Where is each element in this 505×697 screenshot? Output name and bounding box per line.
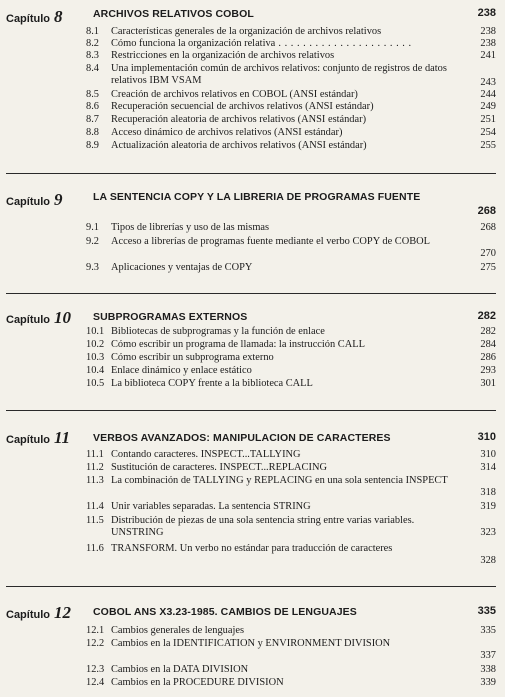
chapter-9-label: Capítulo 9 xyxy=(6,190,63,209)
chapter-9-title: LA SENTENCIA COPY Y LA LIBRERIA DE PROGRAMAS FUENTE xyxy=(93,191,421,203)
chapter-12-page: 335 xyxy=(477,605,496,617)
chapter-10-title: SUBPROGRAMAS EXTERNOS xyxy=(93,311,248,323)
chapter-11-label: Capítulo 11 xyxy=(6,428,71,447)
chapter-12-title: COBOL ANS X3.23-1985. CAMBIOS DE LENGUAJES xyxy=(93,606,357,618)
divider xyxy=(6,293,496,294)
chapter-11-title: VERBOS AVANZADOS: MANIPULACION DE CARACTERES xyxy=(93,432,391,444)
divider xyxy=(6,586,496,587)
toc-page: Capítulo 8 ARCHIVOS RELATIVOS COBOL 238 8.1 Características generales de la organización de archivos relativos 238 8.2 Cómo funciona la organización relativa . . . 238 8.3 Restricciones en la organización de archivos relativos 241 8.4 Una implementación común de archivos relativos: conjunto de registros de datos relativos IBM VSAM 243 8.5 Creación de archivos relativos en COBOL (ANSI estándar) 244 8.6 Recuperación secuencial de archivos relativos (ANSI estándar) 249 8.7 Recuperación aleatoria de archivos relativos (ANSI estándar) 251 8.8 Acceso dinámico de archivos relativos (ANSI estándar) 254 8.9 Actualización aleatoria de archivos relativos (ANSI estándar) 255 Capítulo 9 LA SENTENCIA COPY Y LA LIBRERIA DE PROGRAMAS FUENTE 268 9.1 Tipos de librerías y uso de las mismas 268 9.2 Acceso a librerías de programas fuente mediante el verbo COPY de COBOL 270 9.3 Aplicaciones y ventajas de COPY 275 Capítulo 10 SUBPROGRAMAS EXTERNOS 282 10.1 Bibliotecas de subprogramas y la función de enlace 282 10.2 Cómo escribir un programa de llamada: la instrucción CALL 284 10.3 Cómo escribir un subprograma externo 286 10.4 Enlace dinámico y enlace estático 293 10.5 La biblioteca COPY frente a la biblioteca CALL 301 Capítulo 11 VERBOS AVANZADOS: MANIPULACION DE CARACTERES 310 11.1 Contando caracteres. INSPECT...TALLYING 310 11.2 Sustitución de caracteres. INSPECT...REPLACING 314 11.3 La combinación de TALLYING y REPLACING en una sola sentencia INSPECT 318 11.4 Unir variables separadas. La sentencia STRING 319 11.5 Distribución de piezas de una sola sentencia string entre varias variables. UNSTRING 323 11.6 TRANSFORM. Un verbo no estándar para traducción de caracteres 328 Capítulo 12 COBOL ANS X3.23-1985. CAMBIOS DE LENGUAJES 335 12.1 Cambios generales de lenguajes 335 12.2 Cambios en la IDENTIFICATION y ENVIRONMENT DIVISION 337 12.3 Cambios en la DATA DIVISION 338 12.4 Cambios en la PROCEDURE DIVISION 339 xyxy=(0,0,505,697)
chapter-8-label: Capítulo 8 xyxy=(6,7,63,26)
chapter-9-page: 268 xyxy=(477,205,496,217)
chapter-11-page: 310 xyxy=(477,431,496,443)
divider xyxy=(6,410,496,411)
chapter-8-page: 238 xyxy=(477,7,496,19)
divider xyxy=(6,173,496,174)
chapter-10-page: 282 xyxy=(477,310,496,322)
chapter-12-label: Capítulo 12 xyxy=(6,603,71,622)
chapter-8-title: ARCHIVOS RELATIVOS COBOL xyxy=(93,8,254,20)
chapter-10-label: Capítulo 10 xyxy=(6,308,71,327)
